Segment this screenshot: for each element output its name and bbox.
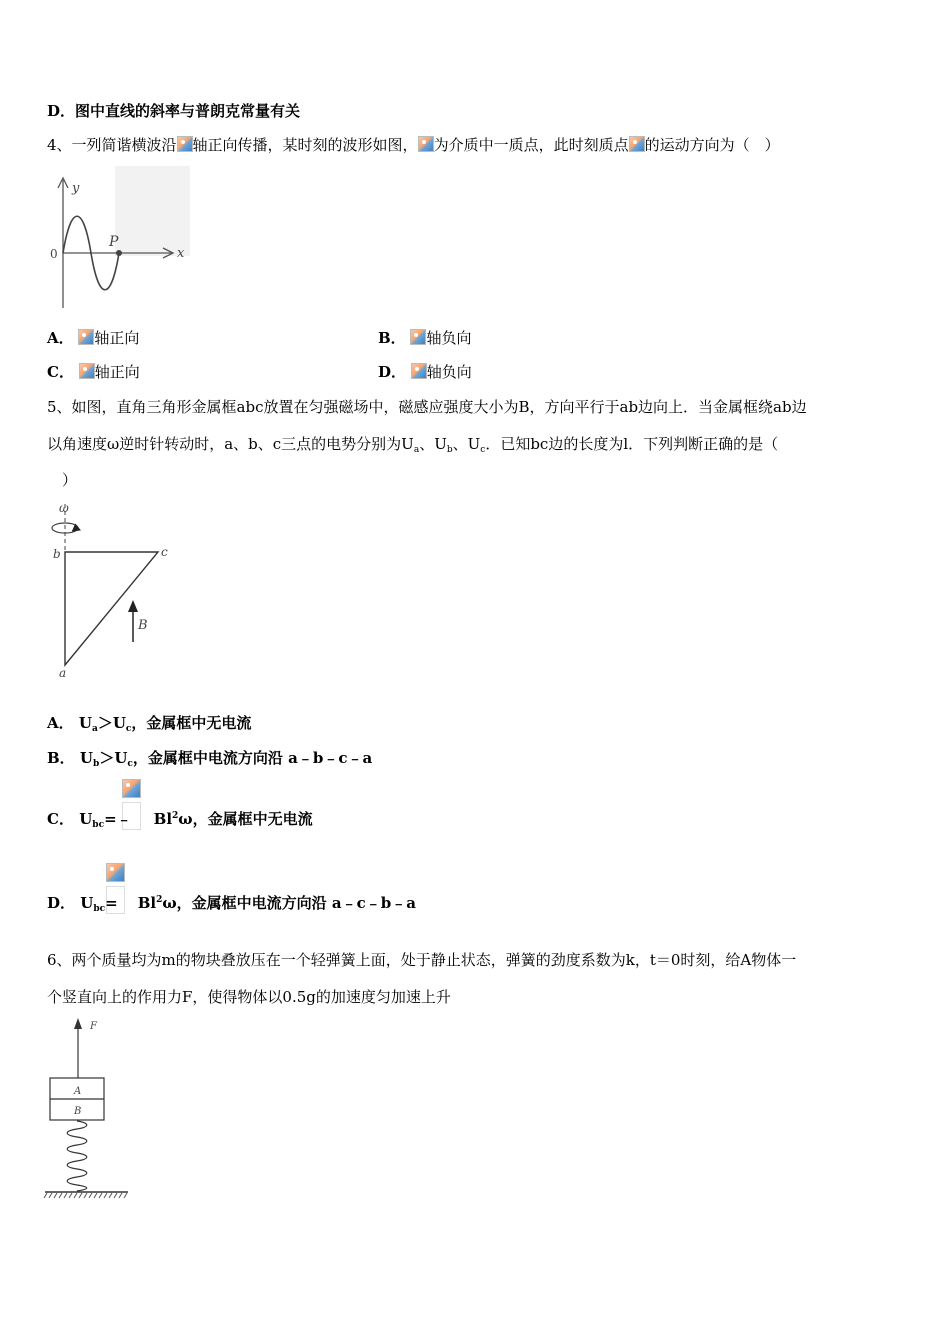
block-a-label: A	[74, 1086, 82, 1097]
broken-image-icon	[79, 363, 95, 379]
q5-stem-line3: ）	[62, 471, 78, 489]
y-axis-label: y	[72, 181, 80, 196]
q6-spring-figure	[40, 1015, 135, 1200]
broken-image-icon	[122, 779, 141, 798]
q5-stem-line1: 5、如图，直角三角形金属框abc放置在匀强磁场中，磁感应强度大小为B，方向平行于ab边向上．当金属框绕ab边	[47, 398, 807, 416]
q6-stem-line2: 个竖直向上的作用力F，使得物体以0.5g的加速度匀加速上升	[47, 988, 451, 1006]
vertex-b-label: b	[53, 547, 61, 561]
q5-triangle-figure	[45, 500, 180, 685]
q5-option-b: B． $U_b>U_c$，金属框中电流方向沿 a﹣b﹣c﹣a	[47, 749, 373, 769]
vertex-c-label: c	[161, 545, 168, 559]
broken-image-icon	[177, 136, 193, 152]
q5-option-c: C． $U_{bc}=﹣$ Bl$^2$ω，金属框中无电流	[47, 810, 313, 830]
q4-stem: 4、一列简谐横波沿 轴正向传播，某时刻的波形如图， 为介质中一质点，此时刻质点 的运动方向为（ ）	[47, 136, 780, 154]
force-f-label: F	[90, 1021, 97, 1032]
block-b-label: B	[74, 1106, 82, 1117]
broken-image-icon	[106, 863, 125, 882]
broken-image-icon	[78, 329, 94, 345]
broken-image-icon	[411, 363, 427, 379]
q4-option-b: B． 轴负向	[378, 329, 472, 347]
vertex-a-label: a	[59, 666, 67, 680]
q6-stem-line1: 6、两个质量均为m的物块叠放压在一个轻弹簧上面，处于静止状态，弹簧的劲度系数为k，t＝0时刻，给A物体一	[47, 951, 797, 969]
broken-image-icon	[629, 136, 645, 152]
q4-option-d: D． 轴负向	[378, 363, 472, 381]
q3-option-d: D．图中直线的斜率与普朗克常量有关	[47, 102, 301, 120]
q5-stem-line2: 以角速度ω逆时针转动时，a、b、c三点的电势分别为$U_a$、$U_b$、$U_c$．已知bc边的长度为l．下列判断正确的是（	[47, 435, 779, 455]
q5-option-d: D． $U_{bc}= Bl^2\omega$，金属框中电流方向沿 a﹣c﹣b﹣a	[47, 894, 416, 914]
origin-label: 0	[50, 247, 58, 261]
broken-image-icon	[418, 136, 434, 152]
x-axis-label: x	[177, 246, 185, 261]
omega-label: ω	[59, 501, 69, 515]
q4-wave-figure	[45, 166, 195, 311]
broken-image-icon	[410, 329, 426, 345]
q4-option-c: C． 轴正向	[47, 363, 140, 381]
q4-option-a: A． 轴正向	[47, 329, 140, 347]
field-b-label: B	[138, 618, 148, 633]
q5-option-a: A． $U_a>U_c$，金属框中无电流	[47, 714, 252, 734]
point-p-label: P	[109, 234, 119, 250]
